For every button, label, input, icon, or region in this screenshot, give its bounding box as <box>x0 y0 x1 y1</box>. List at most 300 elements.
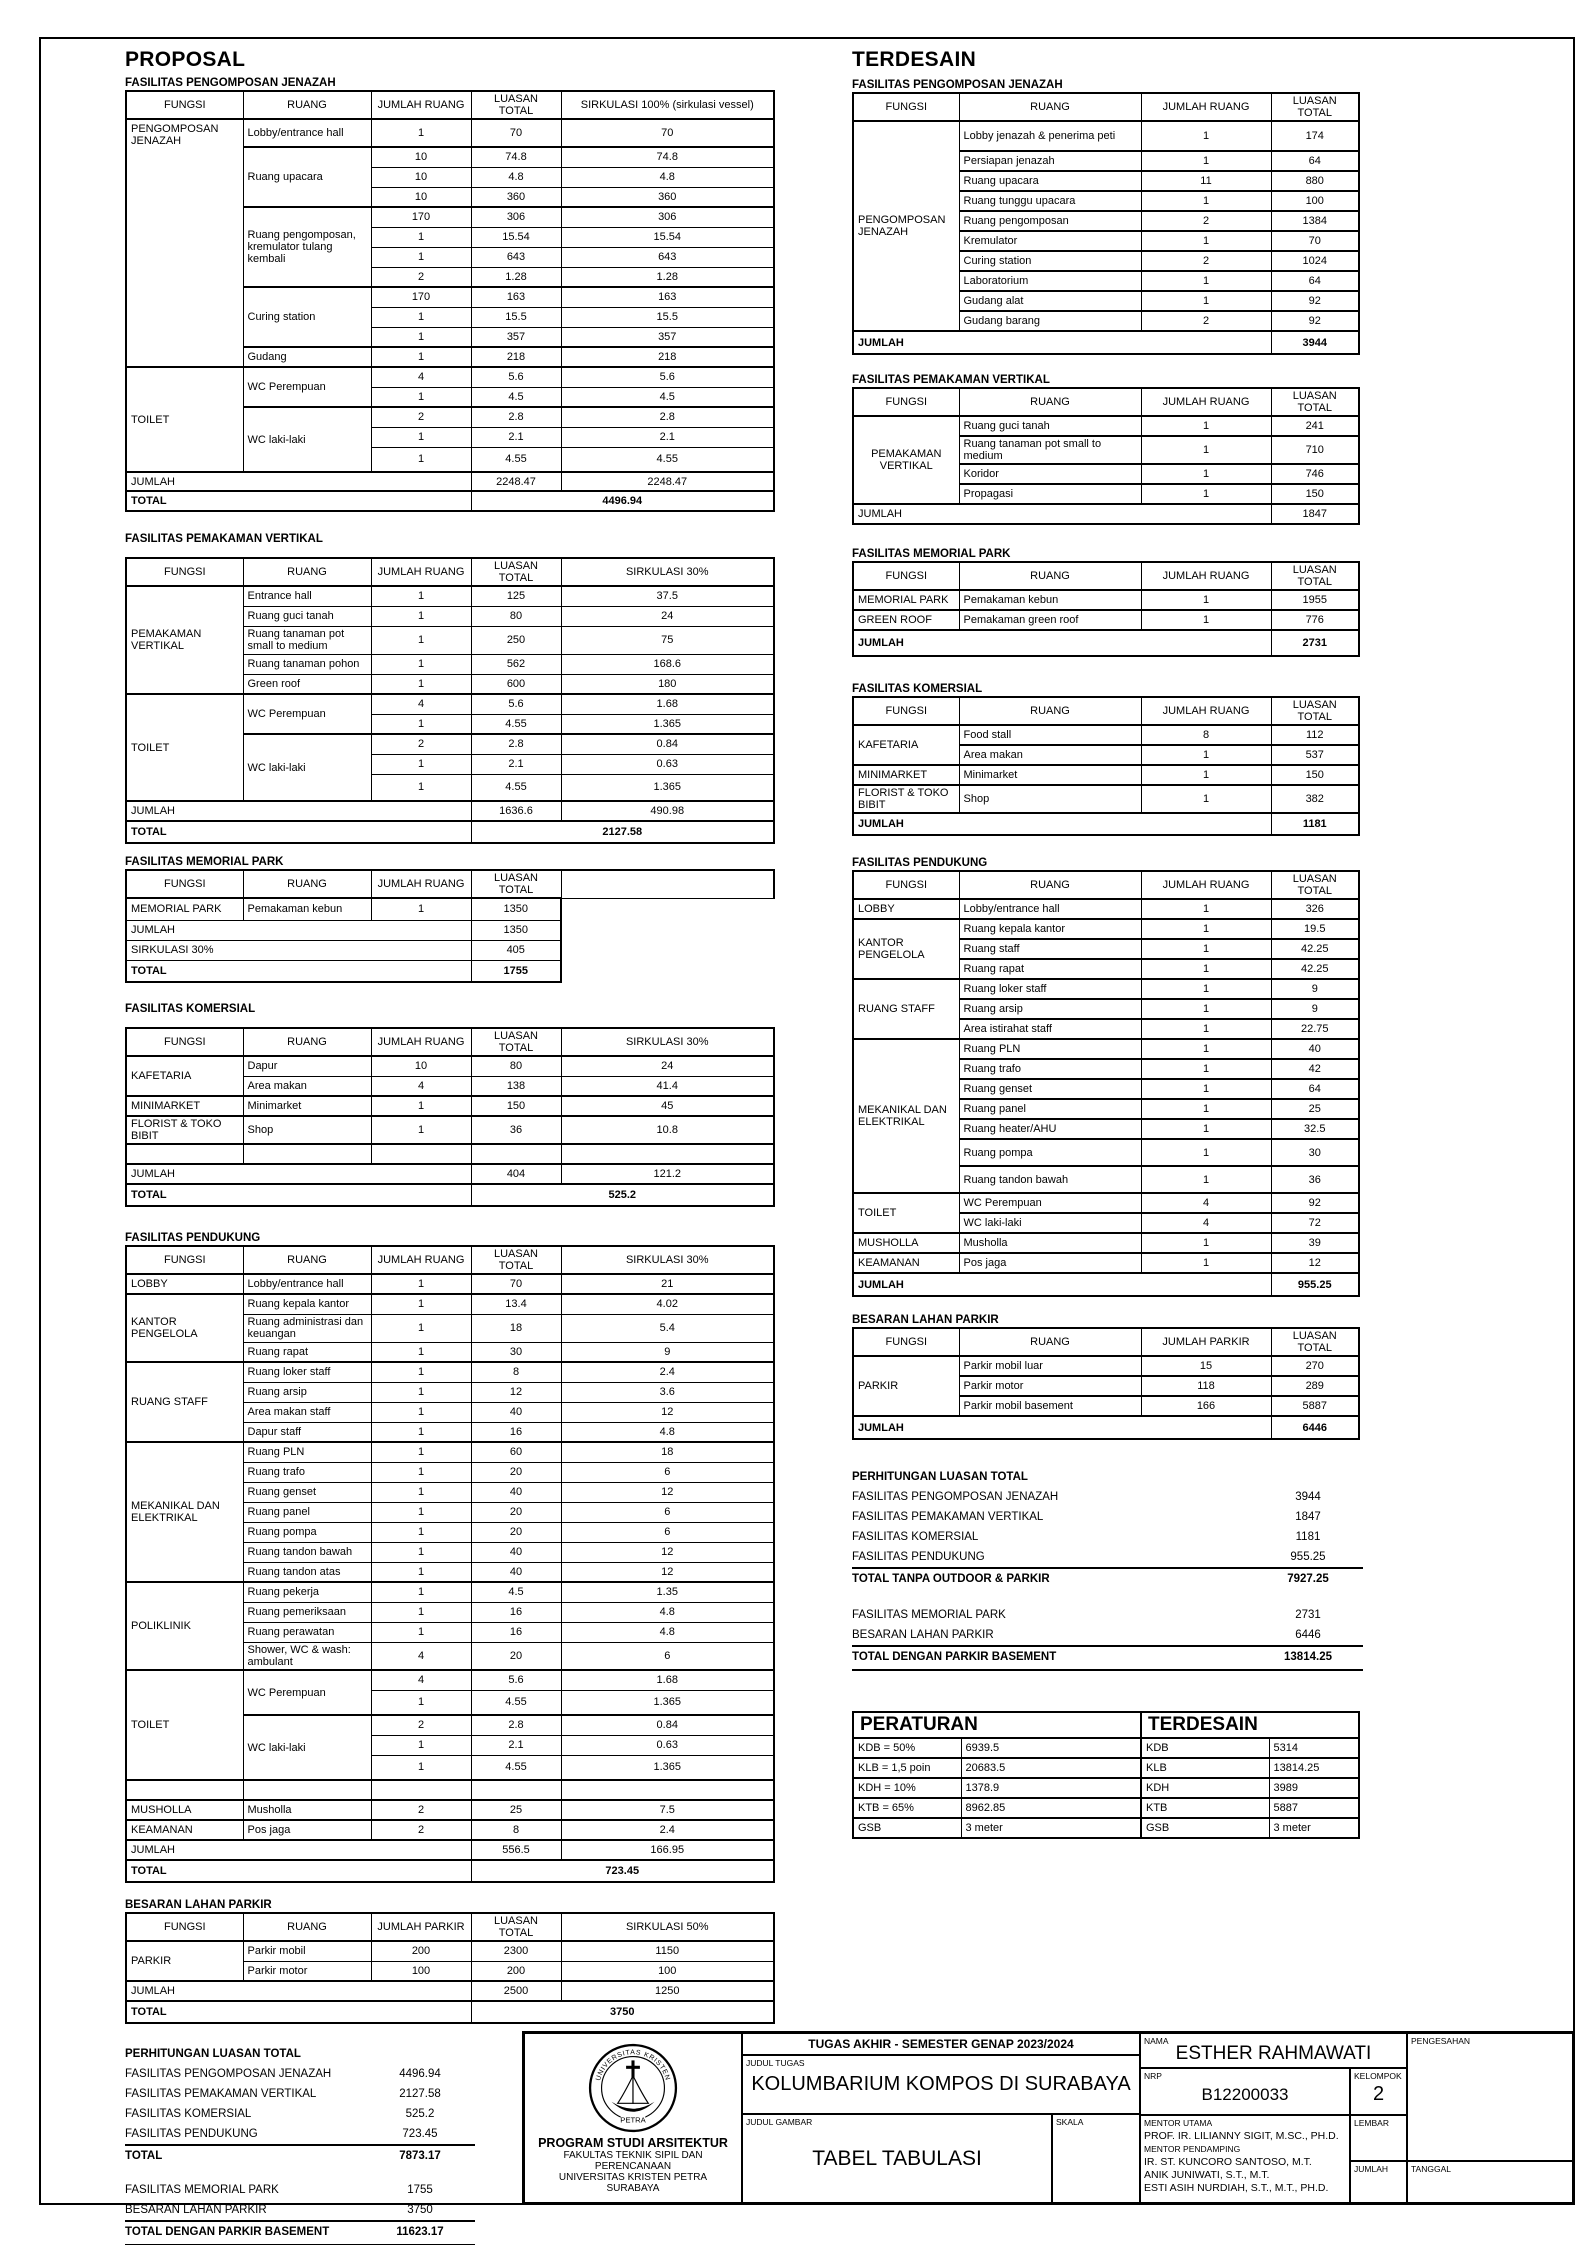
table-cell: 6 <box>561 1522 774 1542</box>
table-cell: 2 <box>371 1715 471 1735</box>
table-cell: 2248.47 <box>561 472 774 491</box>
table-cell: Ruang rapat <box>243 1342 371 1362</box>
table-cell: Parkir motor <box>959 1376 1141 1396</box>
table-cell: 20683.5 <box>961 1758 1141 1778</box>
table-cell: 1 <box>371 1502 471 1522</box>
table-t-komersial <box>852 696 1360 836</box>
table-cell: 1 <box>371 1362 471 1382</box>
table-cell: Pos jaga <box>243 1820 371 1840</box>
student-nrp: B12200033 <box>1201 2084 1289 2104</box>
table-cell: KDH <box>1141 1778 1269 1798</box>
table-cell: Entrance hall <box>243 586 371 606</box>
table-cell: JUMLAH <box>126 1840 471 1860</box>
table-cell: Ruang arsip <box>959 999 1141 1019</box>
table-cell: 1.365 <box>561 774 774 801</box>
table-cell: 2.1 <box>471 754 561 774</box>
table-cell: Pemakaman kebun <box>959 590 1141 610</box>
summary-label: FASILITAS MEMORIAL PARK <box>852 1609 1006 1621</box>
table-cell: 1 <box>1141 785 1271 813</box>
table-cell: 643 <box>471 247 561 267</box>
table-cell: FUNGSI <box>126 558 243 586</box>
table-cell: 15 <box>1141 1356 1271 1376</box>
table-cell: JUMLAH RUANG <box>371 1028 471 1056</box>
table-cell: 1 <box>1141 765 1271 785</box>
table-cell: 4 <box>371 1642 471 1670</box>
table-cell: 1 <box>371 586 471 606</box>
kelompok-cell <box>1350 2068 1407 2115</box>
table-cell: 1 <box>371 898 471 920</box>
table-cell <box>561 960 774 982</box>
tanggal-label: TANGGAL <box>1411 2164 1451 2174</box>
table-cell: 40 <box>471 1402 561 1422</box>
table-cell: 16 <box>471 1622 561 1642</box>
table-cell: Gudang alat <box>959 291 1141 311</box>
table-cell: 1.365 <box>561 1690 774 1715</box>
table-cell: 2.8 <box>471 1715 561 1735</box>
table-cell: LUASAN TOTAL <box>471 1246 561 1274</box>
table-cell: 1 <box>1141 484 1271 504</box>
table-cell: Area istirahat staff <box>959 1019 1141 1039</box>
table-cell: 1 <box>1141 416 1271 436</box>
summary-label: FASILITAS PENDUKUNG <box>125 2128 258 2140</box>
table-cell: RUANG <box>959 388 1141 416</box>
table-cell: Pemakaman green roof <box>959 610 1141 630</box>
table-cell: Area makan <box>959 745 1141 765</box>
table-cell: 6446 <box>1271 1416 1359 1439</box>
table-cell: 241 <box>1271 416 1359 436</box>
table-cell: FLORIST & TOKO BIBIT <box>126 1116 243 1144</box>
table-cell: 710 <box>1271 436 1359 464</box>
summary-label: TOTAL DENGAN PARKIR BASEMENT <box>125 2226 330 2238</box>
table-cell: Ruang pemeriksaan <box>243 1602 371 1622</box>
table-cell: Ruang guci tanah <box>959 416 1141 436</box>
table-cell: 1 <box>371 1735 471 1755</box>
table-cell: Dapur staff <box>243 1422 371 1442</box>
mentor-cell <box>1140 2115 1350 2203</box>
table-cell: 24 <box>561 1056 774 1076</box>
table-cell: 1 <box>371 1462 471 1482</box>
table-cell: 955.25 <box>1271 1273 1359 1296</box>
table-cell: 6 <box>561 1462 774 1482</box>
table-cell: 30 <box>1271 1139 1359 1166</box>
summary-value: 6446 <box>1295 1629 1321 1641</box>
table-cell: 4.8 <box>561 1422 774 1442</box>
table-cell: 2.4 <box>561 1362 774 1382</box>
table-cell: 64 <box>1271 1079 1359 1099</box>
table-cell: 562 <box>471 654 561 674</box>
table-cell: Ruang PLN <box>243 1442 371 1462</box>
table-cell: RUANG <box>959 562 1141 590</box>
table-cell: 357 <box>471 327 561 347</box>
table-cell: 1 <box>371 247 471 267</box>
table-cell: WC Perempuan <box>243 694 371 734</box>
course-title: TUGAS AKHIR - SEMESTER GENAP 2023/2024 <box>742 2033 1140 2055</box>
table-cell: 163 <box>471 287 561 307</box>
table-cell: 1 <box>1141 291 1271 311</box>
table-cell: 1 <box>1141 899 1271 919</box>
summary-row <box>125 2220 475 2245</box>
table-cell: 1 <box>371 674 471 694</box>
table-cell: 1 <box>371 327 471 347</box>
table-cell <box>561 940 774 960</box>
table-cell: 1 <box>371 1755 471 1780</box>
summary-value: 1181 <box>1295 1531 1321 1543</box>
table-cell: 1 <box>371 1622 471 1642</box>
summary-gap <box>125 2168 475 2180</box>
terdesain-sections <box>852 78 1358 1440</box>
table-cell: FUNGSI <box>126 91 243 119</box>
table-cell: Ruang perawatan <box>243 1622 371 1642</box>
table-cell: 1 <box>371 427 471 447</box>
table-cell: RUANG <box>243 1913 371 1941</box>
table-cell: 1 <box>1141 231 1271 251</box>
section-label-t-memorial-park: FASILITAS MEMORIAL PARK <box>852 548 1011 560</box>
table-cell: LUASAN TOTAL <box>471 1913 561 1941</box>
table-cell: Musholla <box>959 1233 1141 1253</box>
table-cell: LUASAN TOTAL <box>471 1028 561 1056</box>
table-cell: Pos jaga <box>959 1253 1141 1273</box>
summary-row <box>852 1645 1363 1671</box>
table-cell: 70 <box>561 119 774 147</box>
table-cell: 4 <box>371 1076 471 1096</box>
table-cell: 1 <box>1141 979 1271 999</box>
table-cell: Laboratorium <box>959 271 1141 291</box>
table-cell: 2 <box>371 1820 471 1840</box>
table-cell: 168.6 <box>561 654 774 674</box>
table-cell: LUASAN TOTAL <box>471 91 561 119</box>
table-cell: 74.8 <box>471 147 561 167</box>
table-cell: 4.55 <box>471 1755 561 1780</box>
section-label-t-pemakaman-vertikal: FASILITAS PEMAKAMAN VERTIKAL <box>852 374 1050 386</box>
table-cell: 12 <box>561 1402 774 1422</box>
section-label-pengomposan-jenazah: FASILITAS PENGOMPOSAN JENAZAH <box>125 77 336 89</box>
table-cell: Ruang tanaman pot small to medium <box>243 626 371 654</box>
table-cell: 150 <box>471 1096 561 1116</box>
table-cell: 121.2 <box>561 1164 774 1184</box>
table-cell: LUASAN TOTAL <box>1271 93 1359 121</box>
section-label-t-pendukung: FASILITAS PENDUKUNG <box>852 857 988 869</box>
pengesahan-label: PENGESAHAN <box>1411 2036 1471 2046</box>
table-cell: JUMLAH <box>126 1981 471 2001</box>
table-cell: JUMLAH RUANG <box>1141 93 1271 121</box>
table-cell: 1 <box>371 447 471 472</box>
table-cell: 21 <box>561 1274 774 1294</box>
table-cell <box>561 870 774 898</box>
table-cell: 1 <box>1141 959 1271 979</box>
table-cell: Koridor <box>959 464 1141 484</box>
table-cell: 1 <box>371 307 471 327</box>
table-cell: 537 <box>1271 745 1359 765</box>
table-cell: 1 <box>371 347 471 367</box>
summary-label: FASILITAS MEMORIAL PARK <box>125 2184 279 2196</box>
table-cell: LUASAN TOTAL <box>1271 1328 1359 1356</box>
tanggal-cell <box>1407 2161 1573 2203</box>
table-cell: FUNGSI <box>853 93 959 121</box>
table-cell: 2.1 <box>561 427 774 447</box>
table-cell: 1 <box>371 1562 471 1582</box>
table-cell: 8 <box>1141 725 1271 745</box>
table-cell: 10 <box>371 147 471 167</box>
table-cell: 174 <box>1271 121 1359 151</box>
table-cell: Ruang pompa <box>959 1139 1141 1166</box>
table-cell: TOTAL <box>126 491 471 511</box>
table-t-memorial-park <box>852 561 1360 657</box>
table-t-besaran-lahan-parkir <box>852 1327 1360 1440</box>
table-cell: Ruang genset <box>959 1079 1141 1099</box>
table-cell: 36 <box>471 1116 561 1144</box>
table-cell: 5.6 <box>561 367 774 387</box>
table-cell: 1378.9 <box>961 1778 1141 1798</box>
table-cell: TOTAL <box>126 2001 471 2023</box>
table-cell: Ruang tandon bawah <box>243 1542 371 1562</box>
table-cell: TERDESAIN <box>1141 1712 1359 1738</box>
summary-value: 3750 <box>407 2204 433 2216</box>
table-cell: 92 <box>1271 311 1359 331</box>
table-cell: 4 <box>371 1670 471 1690</box>
judul-tugas-label: JUDUL TUGAS <box>746 2058 805 2068</box>
table-cell: Ruang tandon bawah <box>959 1166 1141 1193</box>
table-cell: 3 meter <box>961 1818 1141 1838</box>
institution-cell <box>524 2033 742 2203</box>
table-cell: SIRKULASI 30% <box>126 940 471 960</box>
table-cell: FUNGSI <box>853 388 959 416</box>
table-cell: 1 <box>1141 939 1271 959</box>
table-cell: MINIMARKET <box>126 1096 243 1116</box>
table-cell: WC laki-laki <box>243 1715 371 1780</box>
table-cell: 4.55 <box>561 447 774 472</box>
table-cell: 100 <box>561 1961 774 1981</box>
table-cell: WC laki-laki <box>243 407 371 472</box>
table-cell: 4.02 <box>561 1294 774 1314</box>
table-cell: Ruang tandon atas <box>243 1562 371 1582</box>
summary-row <box>852 1507 1363 1527</box>
section-label-komersial: FASILITAS KOMERSIAL <box>125 1003 256 1015</box>
pengesahan-cell <box>1407 2033 1573 2161</box>
table-cell: 1 <box>371 1294 471 1314</box>
table-cell: FLORIST & TOKO BIBIT <box>853 785 959 813</box>
mentor-pendamping-label: MENTOR PENDAMPING <box>1144 2144 1241 2154</box>
nama-cell <box>1140 2033 1407 2068</box>
table-cell: 1 <box>371 754 471 774</box>
table-cell: 150 <box>1271 484 1359 504</box>
table-cell: 25 <box>471 1800 561 1820</box>
table-cell: JUMLAH <box>126 920 471 940</box>
table-cell: 1 <box>1141 151 1271 171</box>
table-cell: Ruang tanaman pohon <box>243 654 371 674</box>
table-cell: Gudang <box>243 347 371 367</box>
table-cell: 3.6 <box>561 1382 774 1402</box>
table-cell: 74.8 <box>561 147 774 167</box>
table-cell: KAFETARIA <box>126 1056 243 1096</box>
table-cell: 404 <box>471 1164 561 1184</box>
table-cell: 1 <box>1141 610 1271 630</box>
table-cell: KANTOR PENGELOLA <box>853 919 959 979</box>
table-cell: MUSHOLLA <box>853 1233 959 1253</box>
table-cell: 1 <box>1141 1233 1271 1253</box>
table-cell: 1 <box>371 1422 471 1442</box>
summary-row <box>852 1605 1363 1625</box>
table-cell: 5.6 <box>471 694 561 714</box>
table-cell: RUANG <box>243 1028 371 1056</box>
table-cell: 20 <box>471 1642 561 1670</box>
summary-value: 7927.25 <box>1287 1573 1329 1585</box>
table-cell: 1 <box>371 1582 471 1602</box>
table-cell: 1 <box>371 1522 471 1542</box>
table-cell: KEAMANAN <box>126 1820 243 1840</box>
table-cell: LUASAN TOTAL <box>471 870 561 898</box>
table-cell: PEMAKAMAN VERTIKAL <box>126 586 243 694</box>
table-cell: 10 <box>371 187 471 207</box>
table-cell: FUNGSI <box>126 1028 243 1056</box>
table-cell: FUNGSI <box>126 870 243 898</box>
judul-gambar-value: TABEL TABULASI <box>812 2146 982 2170</box>
table-cell: 5887 <box>1271 1396 1359 1416</box>
table-t-pendukung <box>852 870 1360 1297</box>
table-cell: MEKANIKAL DAN ELEKTRIKAL <box>853 1039 959 1193</box>
table-cell: Ruang tanaman pot small to medium <box>959 436 1141 464</box>
table-cell: Shop <box>243 1116 371 1144</box>
table-cell: Curing station <box>959 251 1141 271</box>
table-cell: Parkir mobil luar <box>959 1356 1141 1376</box>
table-cell: 200 <box>371 1941 471 1961</box>
table-cell: Ruang upacara <box>959 171 1141 191</box>
table-cell: JUMLAH RUANG <box>371 91 471 119</box>
summary-label: FASILITAS PEMAKAMAN VERTIKAL <box>852 1511 1044 1523</box>
table-cell: 100 <box>1271 191 1359 211</box>
table-cell: 1 <box>371 626 471 654</box>
table-cell: 10 <box>371 1056 471 1076</box>
summary-value: 2127.58 <box>399 2088 441 2100</box>
table-cell: 1.365 <box>561 714 774 734</box>
summary-value: 2731 <box>1295 1609 1321 1621</box>
terdesain-summary <box>852 1467 1363 1671</box>
section-label-pemakaman-vertikal: FASILITAS PEMAKAMAN VERTIKAL <box>125 533 323 545</box>
table-cell: JUMLAH <box>853 1416 1271 1439</box>
table-cell: Lobby/entrance hall <box>243 119 371 147</box>
table-cell: 163 <box>561 287 774 307</box>
mentor-utama-label: MENTOR UTAMA <box>1144 2118 1213 2128</box>
table-cell: JUMLAH <box>853 331 1271 354</box>
table-cell: SIRKULASI 50% <box>561 1913 774 1941</box>
table-cell: 1 <box>371 1402 471 1422</box>
table-cell: 5.4 <box>561 1314 774 1342</box>
table-cell: 166.95 <box>561 1840 774 1860</box>
table-cell: 25 <box>1271 1099 1359 1119</box>
table-cell: 1.28 <box>471 267 561 287</box>
table-cell: 4.5 <box>471 387 561 407</box>
table-cell: 2 <box>371 734 471 754</box>
lembar-label: LEMBAR <box>1354 2118 1389 2128</box>
table-cell: Ruang guci tanah <box>243 606 371 626</box>
table-cell: 0.84 <box>561 734 774 754</box>
table-cell: 746 <box>1271 464 1359 484</box>
table-cell: 2.8 <box>471 407 561 427</box>
table-cell: 2127.58 <box>471 821 774 843</box>
table-cell: 20 <box>471 1502 561 1522</box>
table-cell: GSB <box>853 1818 961 1838</box>
table-cell: 15.54 <box>561 227 774 247</box>
table-cell: 1 <box>1141 919 1271 939</box>
summary-value: 1755 <box>407 2184 433 2196</box>
table-cell: 112 <box>1271 725 1359 745</box>
table-cell: 92 <box>1271 1193 1359 1213</box>
table-cell: 2500 <box>471 1981 561 2001</box>
summary-row <box>852 1547 1363 1567</box>
summary-row <box>125 2200 475 2220</box>
table-cell: 166 <box>1141 1396 1271 1416</box>
table-cell: 2.1 <box>471 1735 561 1755</box>
table-cell: 405 <box>471 940 561 960</box>
table-cell: 4 <box>1141 1193 1271 1213</box>
table-cell: 4 <box>1141 1213 1271 1233</box>
table-cell: 3750 <box>471 2001 774 2023</box>
table-cell: Lobby/entrance hall <box>243 1274 371 1294</box>
nama-label: NAMA <box>1144 2036 1169 2046</box>
table-peraturan-terdesain <box>852 1711 1360 1839</box>
table-cell: 1 <box>371 1342 471 1362</box>
table-cell: 2 <box>1141 251 1271 271</box>
table-cell: KAFETARIA <box>853 725 959 765</box>
summary-label: FASILITAS KOMERSIAL <box>125 2108 252 2120</box>
table-cell: 1 <box>1141 999 1271 1019</box>
table-cell: 125 <box>471 586 561 606</box>
table-cell: Parkir motor <box>243 1961 371 1981</box>
table-cell: 1 <box>371 606 471 626</box>
section-label-t-besaran-lahan-parkir: BESARAN LAHAN PARKIR <box>852 1314 999 1326</box>
table-cell: 1 <box>1141 745 1271 765</box>
table-cell: 4.5 <box>471 1582 561 1602</box>
summary-row <box>852 1625 1363 1645</box>
table-cell: MINIMARKET <box>853 765 959 785</box>
table-cell: 1.68 <box>561 694 774 714</box>
table-cell <box>471 1144 561 1164</box>
table-cell: 118 <box>1141 1376 1271 1396</box>
table-cell: JUMLAH <box>853 1273 1271 1296</box>
table-cell: FUNGSI <box>853 562 959 590</box>
terdesain-column <box>852 48 1358 1839</box>
table-cell: SIRKULASI 30% <box>561 1028 774 1056</box>
table-cell: Kremulator <box>959 231 1141 251</box>
table-cell: 12 <box>561 1542 774 1562</box>
table-cell: Ruang trafo <box>243 1462 371 1482</box>
table-cell: JUMLAH <box>853 630 1271 656</box>
table-cell: PEMAKAMAN VERTIKAL <box>853 416 959 504</box>
cross-bar-icon <box>626 2066 640 2069</box>
table-cell: 2 <box>371 1800 471 1820</box>
table-cell: RUANG <box>959 697 1141 725</box>
table-cell: 218 <box>471 347 561 367</box>
table-cell: 1.28 <box>561 267 774 287</box>
summary-label: FASILITAS PENDUKUNG <box>852 1551 985 1563</box>
table-cell: Ruang loker staff <box>959 979 1141 999</box>
table-cell: 3989 <box>1269 1778 1359 1798</box>
table-cell: 4.55 <box>471 1690 561 1715</box>
table-cell: 0.63 <box>561 754 774 774</box>
table-cell: 1 <box>371 1096 471 1116</box>
table-cell: RUANG STAFF <box>853 979 959 1039</box>
table-cell: JUMLAH <box>126 801 471 821</box>
table-cell: 357 <box>561 327 774 347</box>
table-cell: Area makan staff <box>243 1402 371 1422</box>
table-cell: 1 <box>371 1442 471 1462</box>
table-cell: 39 <box>1271 1233 1359 1253</box>
table-cell: 100 <box>371 1961 471 1981</box>
table-cell: 2 <box>371 267 471 287</box>
student-name: ESTHER RAHMAWATI <box>1175 2042 1372 2064</box>
mentor-pendamping-2: ANIK JUNIWATI, S.T., M.T. <box>1144 2169 1270 2181</box>
table-cell: 1350 <box>471 920 561 940</box>
table-cell: 16 <box>471 1602 561 1622</box>
